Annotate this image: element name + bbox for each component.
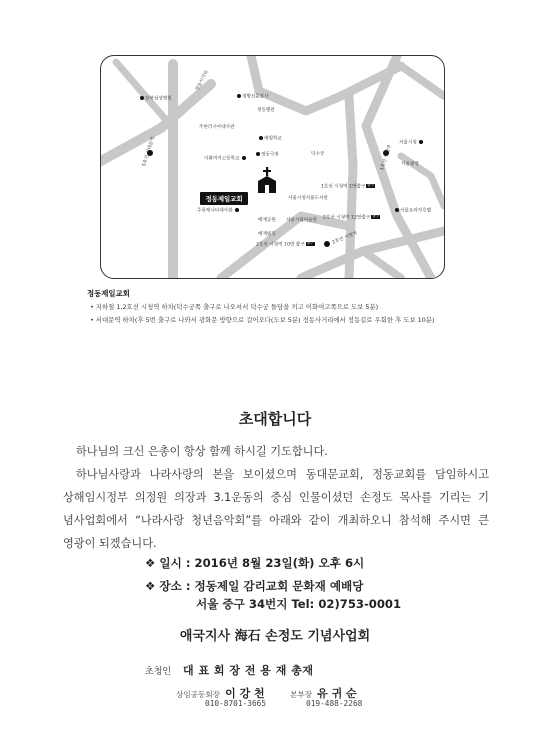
directions-line-2: • 서대문역 하차(후 5번 출구로 나와서 광화문 방향으로 걸어오다(도보 5분) 정동사거리에서 정동길로 우회한 후 도보 10분): [90, 316, 435, 324]
invitation-heading: 초대합니다: [238, 410, 312, 428]
label-gangbuk-hospital: 강북삼성병원: [140, 96, 172, 102]
co-chair-role: 상임공동회장: [176, 690, 221, 699]
body-line-2: 하나님사랑과 나라사랑의 본을 보이셨으며 동대문교회, 정동교회를 담임하시고: [76, 468, 489, 481]
label-ewha-high: 이화여자고등학교: [204, 156, 247, 162]
label-line5-seodaemun: 5호선 서대문역: [142, 136, 157, 168]
location-map: [100, 55, 445, 279]
event-date: ❖ 일시 : 2016년 8월 23일(화) 오후 6시: [145, 556, 365, 570]
label-jeongdong-annex: 정동별관: [257, 108, 275, 113]
event-place: ❖ 장소 : 정동제일 감리교회 문화재 예배당: [145, 579, 364, 593]
body-line-4: 념사업회에서 “나라사랑 청년음악회”를 아래와 같이 개최하오니 참석해 주시면 큰: [63, 514, 489, 527]
label-line1-exit: 1호선 시청역 1번출구 출구: [321, 183, 375, 190]
hq-director-phone: 019-488-2268: [306, 699, 363, 708]
church-icon: [256, 167, 278, 197]
label-seoul-city-hall: 서울시청: [399, 140, 424, 146]
label-seoul-library: 서울시청서울도서관: [288, 196, 328, 201]
label-canadian-embassy: 주한캐나다대사관: [197, 208, 240, 214]
church-label: 정동제일교회: [200, 192, 248, 205]
label-line2-exit10: 2호선 시청역 10번 출구 출구: [256, 241, 314, 248]
label-baejae-building: 배재빌딩: [258, 232, 276, 237]
hq-director-role: 본부장: [290, 690, 313, 699]
label-plaza-hotel: 서울프라자호텔: [395, 208, 431, 214]
label-jeongdong-theater: 정동극장: [256, 152, 279, 158]
co-chair-phone: 010-8701-3665: [205, 699, 267, 708]
label-seoul-museum: 서울시립미술관: [286, 218, 318, 223]
body-line-5: 영광이 되겠습니다.: [63, 537, 157, 550]
co-chair-name: 이 강 천: [225, 687, 265, 700]
directions-line-1: • 지하철 1,2호선 시청역 하차(덕수궁쪽 출구로 나오셔서 덕수궁 돌담을 끼고 이화여고쪽으로 도보 5분): [90, 303, 379, 311]
body-line-1: 하나님의 크신 은총이 항상 함께 하시길 기도합니다.: [76, 445, 328, 458]
directions-title: 정동제일교회: [87, 289, 130, 298]
hq-director-name: 유 귀 순: [317, 687, 357, 700]
body-line-3: 상해임시정부 의정원 의장과 3.1운동의 중심 인물이셨던 손정도 목사를 기리는 기: [63, 491, 489, 504]
inviter-main: 대 표 회 장 전 용 재 총재: [183, 664, 314, 677]
label-line2-cityhall: 2호선 시청역: [331, 231, 359, 246]
event-address: 서울 중구 34번지 Tel: 02)753-0001: [196, 597, 402, 611]
label-baejae-park: 배재공원: [258, 218, 276, 223]
label-deoksugung: 덕수궁: [311, 152, 325, 157]
label-yewon-school: 예원학교: [259, 136, 282, 142]
label-line2-exit12: 2호선 시청역 12번출구 출구: [323, 214, 380, 221]
label-jeongdong-sageori: 정동사거리: [195, 69, 210, 92]
label-seoul-plaza: 서울광장: [401, 162, 419, 167]
label-gyeonghyang: 경향신문본사: [237, 94, 269, 100]
label-line1-cityhall: 1호선 시청역: [380, 144, 394, 172]
label-russian-embassy: 주한러시아대사관: [199, 125, 235, 130]
organization-name: 애국지사 海石 손정도 기념사업회: [179, 629, 371, 644]
inviter-label: 초청인: [145, 667, 172, 677]
